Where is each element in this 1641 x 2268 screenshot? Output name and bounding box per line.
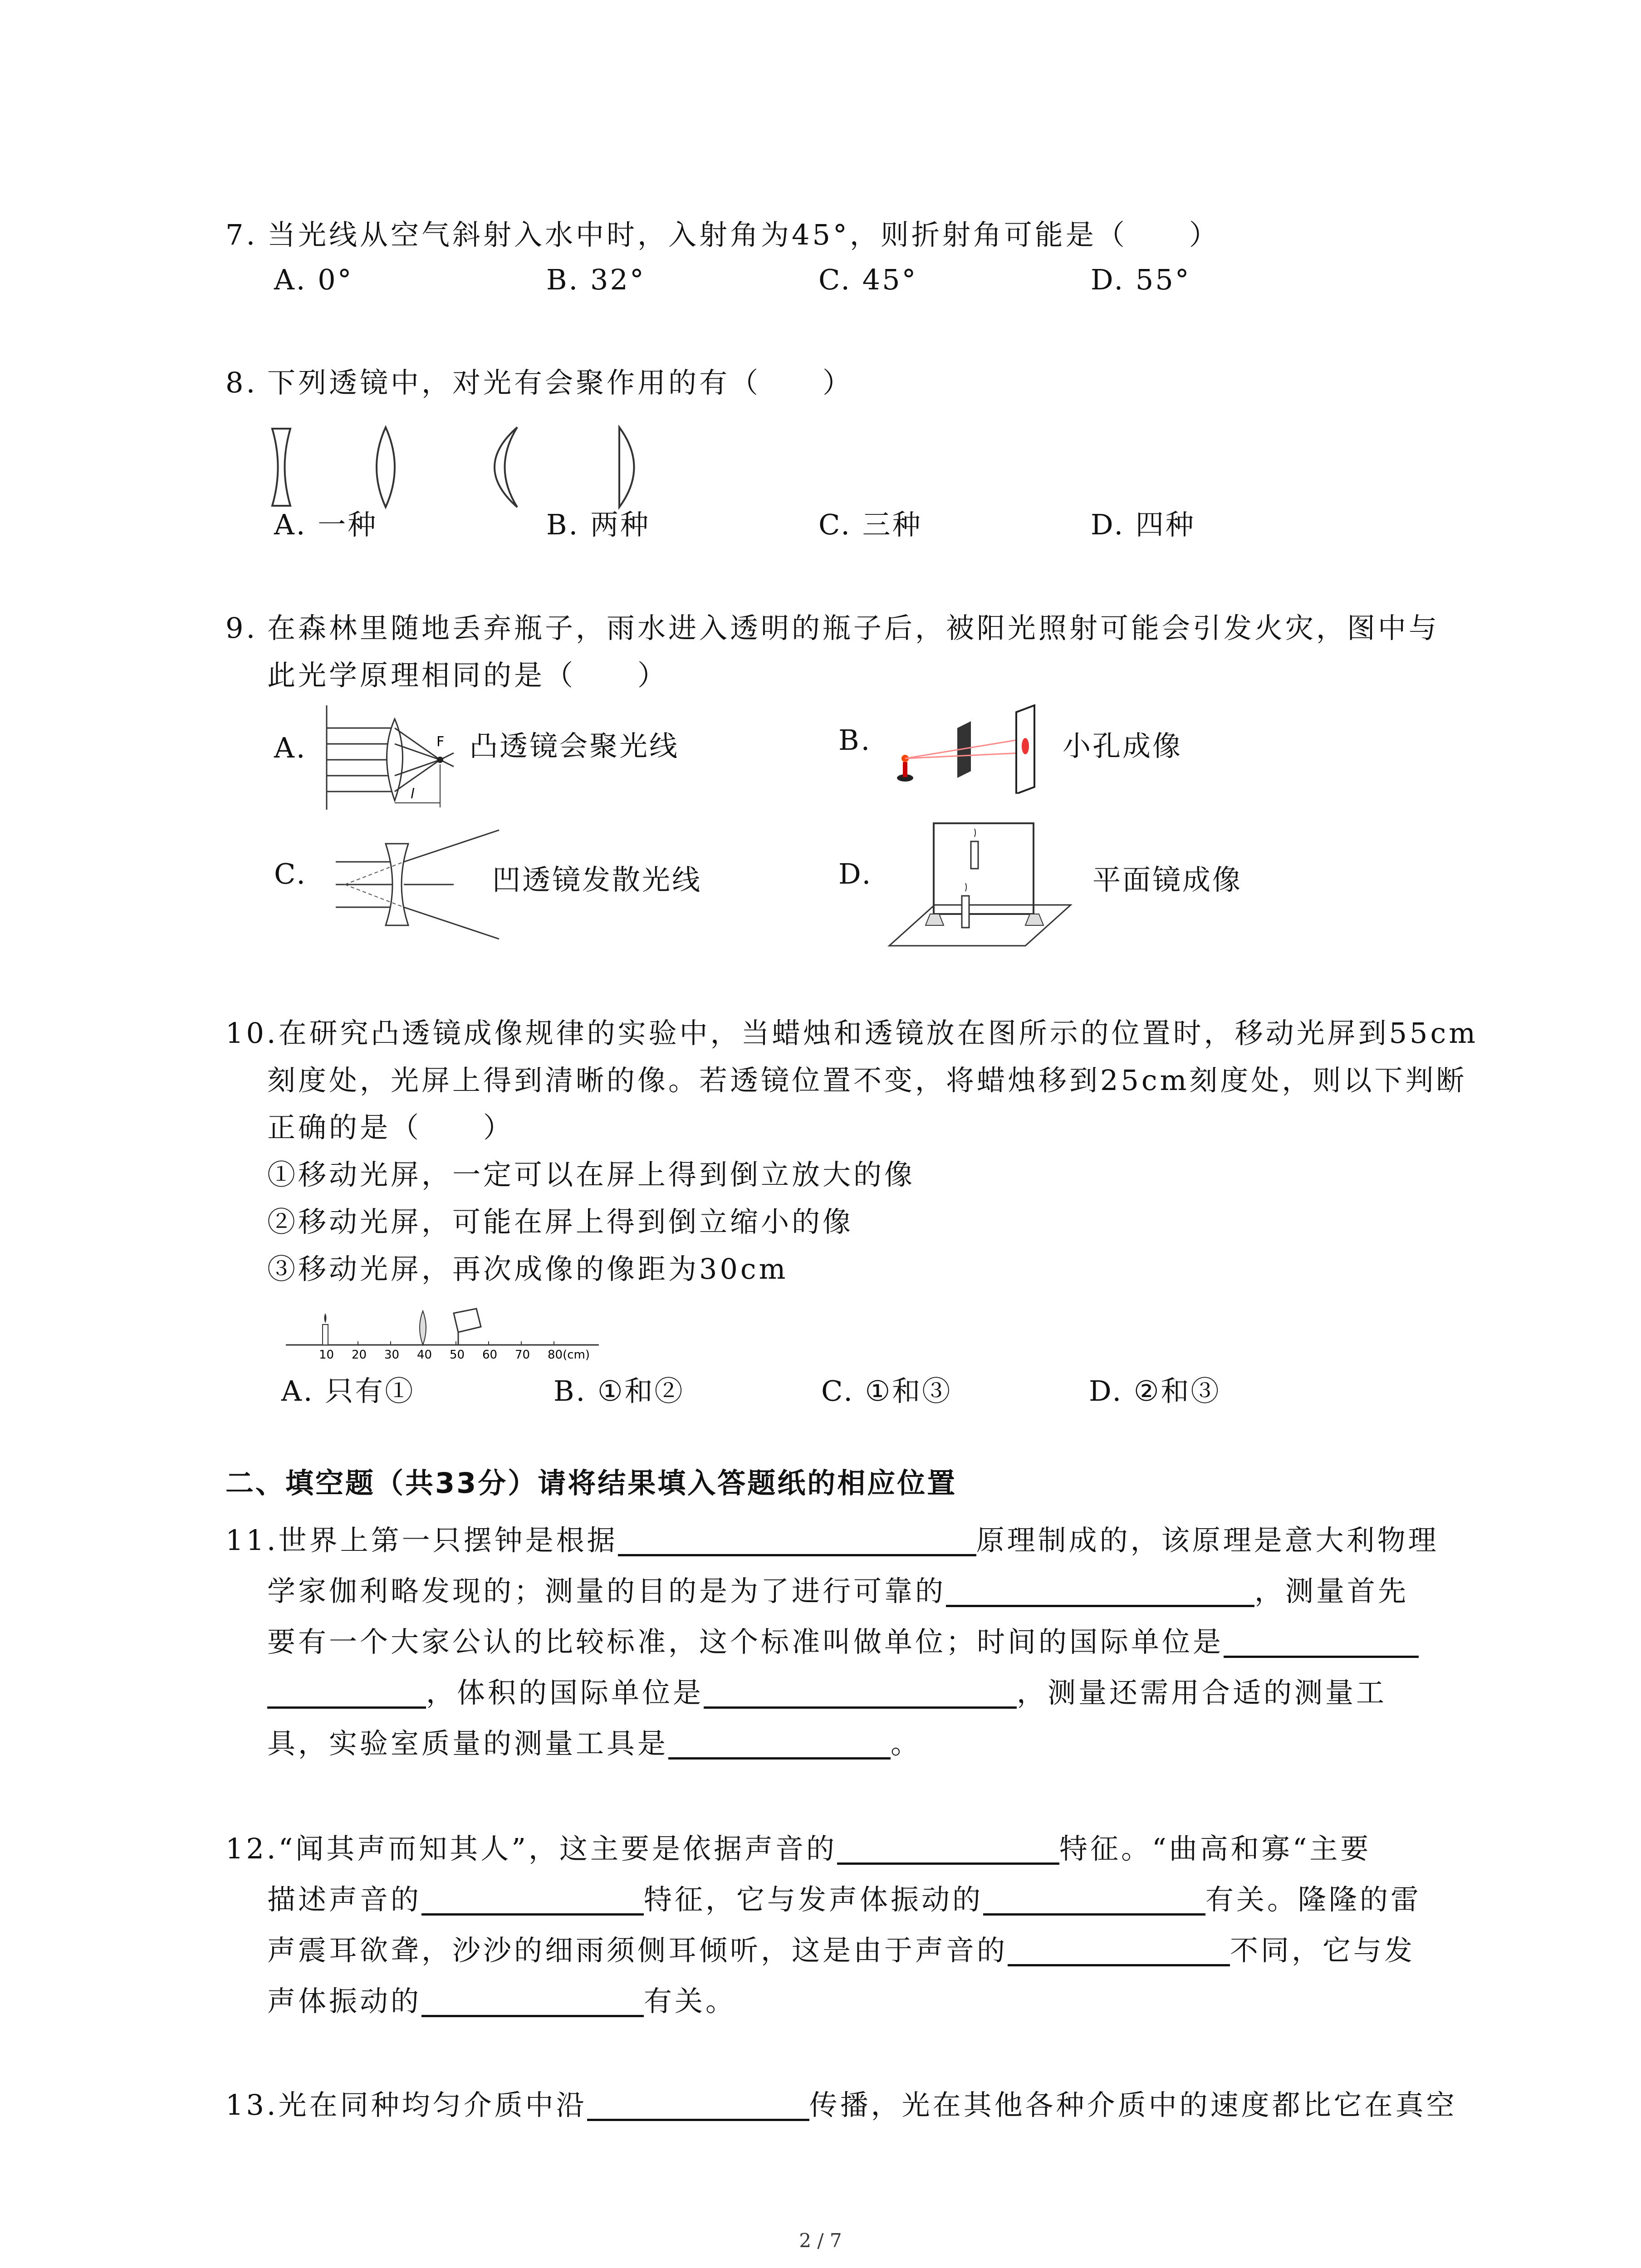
q12-text-d2: 有关。 <box>644 1984 737 2018</box>
option-a: A. 一种 <box>274 508 378 541</box>
focus-label: F <box>436 734 445 750</box>
option-a: A. 0° <box>274 263 353 296</box>
screen-icon <box>454 1309 481 1332</box>
convex-lens-converging-figure <box>318 701 472 812</box>
lens-icon <box>420 1311 426 1345</box>
plano-convex-lens-icon <box>619 427 634 507</box>
answer-blank[interactable] <box>704 1678 1017 1709</box>
q7-options <box>274 259 1408 300</box>
convex-lens-icon <box>377 427 395 507</box>
question-text-line-2: 刻度处，光屏上得到清晰的像。若透镜位置不变，将蜡烛移到25cm刻度处，则以下判断 <box>267 1064 1467 1097</box>
q13-text-a2: 传播，光在其他各种介质中的速度都比它在真空 <box>809 2088 1457 2121</box>
question-text-line-1: 在研究凸透镜成像规律的实验中，当蜡烛和透镜放在图所示的位置时，移动光屏到55cm <box>278 1017 1479 1050</box>
focal-length-label: l <box>411 786 415 802</box>
section-heading: 二、填空题（共33分）请将结果填入答题纸的相应位置 <box>225 1466 957 1500</box>
ruler-tick-label: 40 <box>417 1348 432 1362</box>
q11-text-d1: ，体积的国际单位是 <box>426 1676 704 1709</box>
q11-text-d2: ，测量还需用合适的测量工 <box>1017 1676 1387 1709</box>
option-c: C. ①和③ <box>821 1374 952 1408</box>
candle-icon <box>323 1325 328 1345</box>
question-10 <box>225 1010 1478 1293</box>
q11-text-b1: 学家伽利略发现的；测量的目的是为了进行可靠的 <box>267 1574 946 1608</box>
concave-lens-icon <box>272 429 290 506</box>
q11-text-c1: 要有一个大家公认的比较标准，这个标准叫做单位；时间的国际单位是 <box>267 1625 1224 1658</box>
statement-1: ①移动光屏，一定可以在屏上得到倒立放大的像 <box>267 1158 916 1191</box>
q9-option-c-caption: 凹透镜发散光线 <box>492 863 702 896</box>
answer-blank[interactable] <box>421 1885 644 1916</box>
answer-blank[interactable] <box>618 1526 976 1556</box>
question-11 <box>225 1515 1439 1769</box>
q11-text-a2: 原理制成的，该原理是意大利物理 <box>976 1524 1439 1557</box>
answer-blank[interactable] <box>983 1885 1205 1916</box>
plane-mirror-figure <box>885 814 1075 950</box>
q9-option-d-caption: 平面镜成像 <box>1092 863 1243 896</box>
question-9 <box>225 605 1440 699</box>
answer-blank[interactable] <box>946 1577 1254 1607</box>
option-d: D. 55° <box>1091 263 1191 296</box>
option-c: C. 45° <box>818 263 918 296</box>
q12-text-d1: 声体振动的 <box>267 1984 422 2018</box>
question-text: 下列透镜中，对光有会聚作用的有（ ） <box>267 366 854 399</box>
answer-blank[interactable] <box>668 1729 891 1760</box>
q10-options <box>281 1371 1416 1412</box>
q12-text-c2: 不同，它与发 <box>1230 1934 1416 1967</box>
question-number: 11. <box>225 1524 279 1557</box>
ruler-tick-label: 80(cm) <box>548 1348 590 1362</box>
q12-text-b2: 特征，它与发声体振动的 <box>644 1883 984 1916</box>
q9-option-b-caption: 小孔成像 <box>1063 729 1183 763</box>
question-7 <box>225 211 1220 259</box>
question-text-line-3: 正确的是（ ） <box>267 1111 514 1144</box>
option-d: D. ②和③ <box>1089 1374 1221 1408</box>
q13-text-a1: 光在同种均匀介质中沿 <box>278 2088 587 2121</box>
ruler-tick-label: 70 <box>515 1348 530 1362</box>
q8-options <box>274 504 1408 545</box>
q11-text-a1: 世界上第一只摆钟是根据 <box>278 1524 618 1557</box>
question-number: 8. <box>225 366 258 399</box>
statement-2: ②移动光屏，可能在屏上得到倒立缩小的像 <box>267 1205 854 1238</box>
lens-shapes-figure <box>263 422 671 513</box>
statement-3: ③移动光屏，再次成像的像距为30cm <box>267 1252 789 1286</box>
option-b: B. 32° <box>546 263 646 296</box>
q12-text-a1: “闻其声而知其人”，这主要是依据声音的 <box>278 1832 838 1865</box>
question-number: 10. <box>225 1017 279 1050</box>
q12-text-a2: 特征。“曲高和寡“主要 <box>1059 1832 1372 1865</box>
question-12 <box>225 1823 1421 2027</box>
meniscus-lens-icon <box>495 427 517 507</box>
question-number: 13. <box>225 2088 279 2121</box>
ruler-tick-label: 20 <box>352 1348 367 1362</box>
answer-blank[interactable] <box>1224 1628 1419 1658</box>
option-b: B. 两种 <box>546 508 650 541</box>
q9-option-b-letter: B. <box>838 723 872 757</box>
q9-option-c-letter: C. <box>274 857 307 890</box>
option-c: C. 三种 <box>818 508 922 541</box>
ruler-tick-label: 30 <box>384 1348 400 1362</box>
ruler-tick-label: 60 <box>482 1348 498 1362</box>
question-8 <box>225 359 853 406</box>
q12-text-b1: 描述声音的 <box>267 1883 422 1916</box>
q9-option-a-letter: A. <box>274 731 307 764</box>
page-number: 2 / 7 <box>799 2229 842 2252</box>
question-text: 当光线从空气斜射入水中时，入射角为45°，则折射角可能是（ ） <box>267 218 1220 251</box>
question-13 <box>225 2080 1457 2131</box>
q11-text-e1: 具，实验室质量的测量工具是 <box>267 1727 669 1760</box>
q12-text-b3: 有关。隆隆的雷 <box>1205 1883 1422 1916</box>
answer-blank[interactable] <box>1008 1936 1230 1966</box>
answer-blank[interactable] <box>267 1678 426 1709</box>
question-text-line-2: 此光学原理相同的是（ ） <box>267 659 669 692</box>
option-a: A. 只有① <box>281 1374 415 1408</box>
q12-text-c1: 声震耳欲聋，沙沙的细雨须侧耳倾听，这是由于声音的 <box>267 1934 1008 1967</box>
answer-blank[interactable] <box>587 2091 809 2121</box>
q9-option-d-letter: D. <box>838 857 873 890</box>
q11-text-e2: 。 <box>891 1727 922 1760</box>
option-d: D. 四种 <box>1091 508 1195 541</box>
pinhole-imaging-figure <box>885 703 1066 794</box>
option-b: B. ①和② <box>554 1374 685 1408</box>
q9-option-a-caption: 凸透镜会聚光线 <box>470 729 680 763</box>
question-number: 12. <box>225 1832 279 1865</box>
ruler-tick-label: 50 <box>450 1348 465 1362</box>
ruler-tick-label: 10 <box>319 1348 334 1362</box>
question-number: 7. <box>225 218 258 251</box>
answer-blank[interactable] <box>421 1987 644 2017</box>
question-number: 9. <box>225 611 258 645</box>
q11-text-b2: ，测量首先 <box>1254 1574 1409 1608</box>
answer-blank[interactable] <box>837 1834 1059 1865</box>
question-text-line-1: 在森林里随地丢弃瓶子，雨水进入透明的瓶子后，被阳光照射可能会引发火灾，图中与 <box>267 611 1440 645</box>
concave-lens-diverging-figure <box>318 826 513 943</box>
optical-bench-figure <box>281 1300 608 1363</box>
